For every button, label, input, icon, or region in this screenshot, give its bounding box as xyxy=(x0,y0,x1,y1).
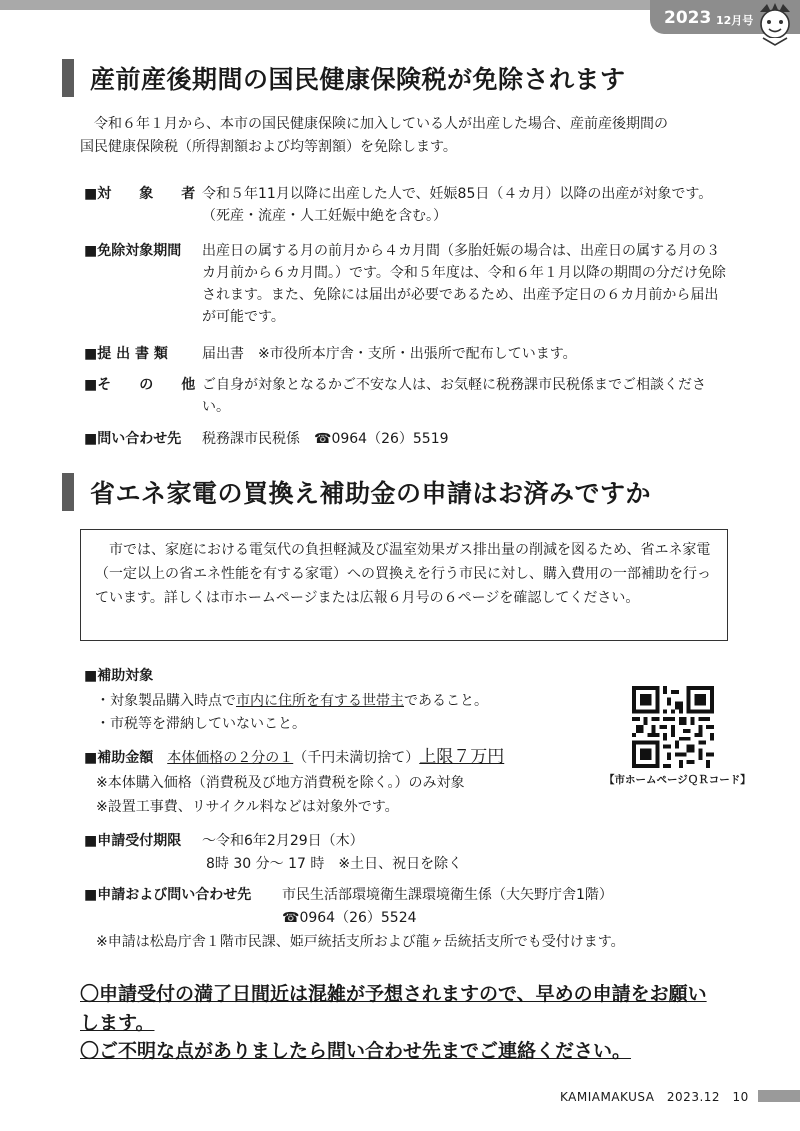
application-contact-2: ☎0964（26）5524 xyxy=(282,910,417,926)
application-contact-label: ■申請および問い合わせ先 xyxy=(84,887,252,903)
subsidy-amount-underlined: 本体価格の２分の１ xyxy=(167,750,294,766)
title-bar xyxy=(62,473,74,511)
section1-title-text: 産前産後期間の国民健康保険税が免除されます xyxy=(90,65,626,94)
application-contact-note: ※申請は松島庁舎１階市民課、姫戸統括支所および龍ヶ岳統括支所でも受付けます。 xyxy=(96,934,625,950)
item-text-period: 出産日の属する月の前月から４カ月間（多胎妊娠の場合は、出産日の属する月の３カ月前から６カ月間。）です。令和５年度は、令和６年１月以降の期間の分だけ免除されます。また、免除には届出が必要であるため、出産予定日の６カ月前から届出が可能です。 xyxy=(202,243,726,325)
section1-title xyxy=(62,56,626,100)
subsidy-target-2: ・市税等を滞納していないこと。 xyxy=(96,716,306,732)
subsidy-target-1 xyxy=(96,690,488,712)
subsidy-amount-note2: ※設置工事費、リサイクル料などは対象外です。 xyxy=(96,799,399,815)
application-period-label: ■申請受付期限 xyxy=(84,833,182,849)
subsidy-target-1-post: であること。 xyxy=(404,693,488,709)
mascot-illustration xyxy=(754,2,796,46)
qr-caption: 【市ホームページＱＲコード】 xyxy=(604,774,751,786)
item-text-other: ご自身が対象となるかご不安な人は、お気軽に税務課市民税係までご相談ください。 xyxy=(202,377,706,415)
section2-title xyxy=(62,470,651,514)
item-text-documents: 届出書 ※市役所本庁舎・支所・出張所で配布しています。 xyxy=(202,346,577,362)
application-period-1: ～令和6年2月29日（木） xyxy=(202,833,364,849)
subsidy-amount-note1: ※本体購入価格（消費税及び地方消費税を除く。）のみ対象 xyxy=(96,775,465,791)
item-label-target: ■対 象 者 xyxy=(84,186,196,202)
subsidy-amount-mid: （千円未満切捨て） xyxy=(293,750,420,766)
item-label-other: ■そ の 他 xyxy=(84,377,196,393)
item-label-period: ■免除対象期間 xyxy=(84,243,182,259)
section1-intro-line2: 国民健康保険税（所得割額および均等割額）を免除します。 xyxy=(80,139,457,155)
subsidy-target-1-underlined: 市内に住所を有する世帯主 xyxy=(236,693,404,709)
notice-contact: 〇ご不明な点がありましたら問い合わせ先までご連絡ください。 xyxy=(80,1040,632,1062)
subsidy-target-label: ■補助対象 xyxy=(84,668,154,684)
section1-intro-line1: 令和６年１月から、本市の国民健康保険に加入している人が出産した場合、産前産後期間の xyxy=(80,116,668,132)
title-bar xyxy=(62,59,74,97)
notice-early-application-1: 〇申請受付の満了日間近は混雑が予想されますので、早めの申請をお願い xyxy=(80,983,707,1005)
item-label-contact: ■問い合わせ先 xyxy=(84,431,182,447)
subsidy-amount-limit: 上限７万円 xyxy=(419,747,505,767)
info-box xyxy=(80,529,728,641)
subsidy-target-1-pre: ・対象製品購入時点で xyxy=(96,693,236,709)
subsidy-amount-row xyxy=(84,746,504,769)
subsidy-amount-label: ■補助金額 xyxy=(84,750,154,766)
item-label-documents: ■提 出 書 類 xyxy=(84,346,168,362)
item-text-contact: 税務課市民税係 ☎0964（26）5519 xyxy=(202,431,449,447)
notice-early-application-2: します。 xyxy=(80,1012,155,1034)
qr-code-icon[interactable] xyxy=(632,686,714,768)
footer-bar xyxy=(758,1090,800,1102)
info-box-text: 市では、家庭における電気代の負担軽減及び温室効果ガス排出量の削減を図るため、省エネ家電（一定以上の省エネ性能を有する家電）への買換えを行う市民に対し、購入費用の一部補助を行っています。詳しくは市ホームページまたは広報６月号の６ページを確認してください。 xyxy=(95,542,711,606)
footer-publication: KAMIAMAKUSA 2023.12 10 xyxy=(560,1090,749,1104)
section2-title-text: 省エネ家電の買換え補助金の申請はお済みですか xyxy=(90,479,652,508)
issue-month: 12月号 xyxy=(716,14,754,27)
item-text-target: 令和５年11月以降に出産した人で、妊娠85日（４カ月）以降の出産が対象です。（死産・流産・人工妊娠中絶を含む。） xyxy=(202,186,713,224)
issue-year: 2023 xyxy=(664,8,712,28)
application-period-2: 8時 30 分～ 17 時 ※土日、祝日を除く xyxy=(206,856,463,872)
application-contact-1: 市民生活部環境衛生課環境衛生係（大矢野庁舎1階） xyxy=(282,887,613,903)
